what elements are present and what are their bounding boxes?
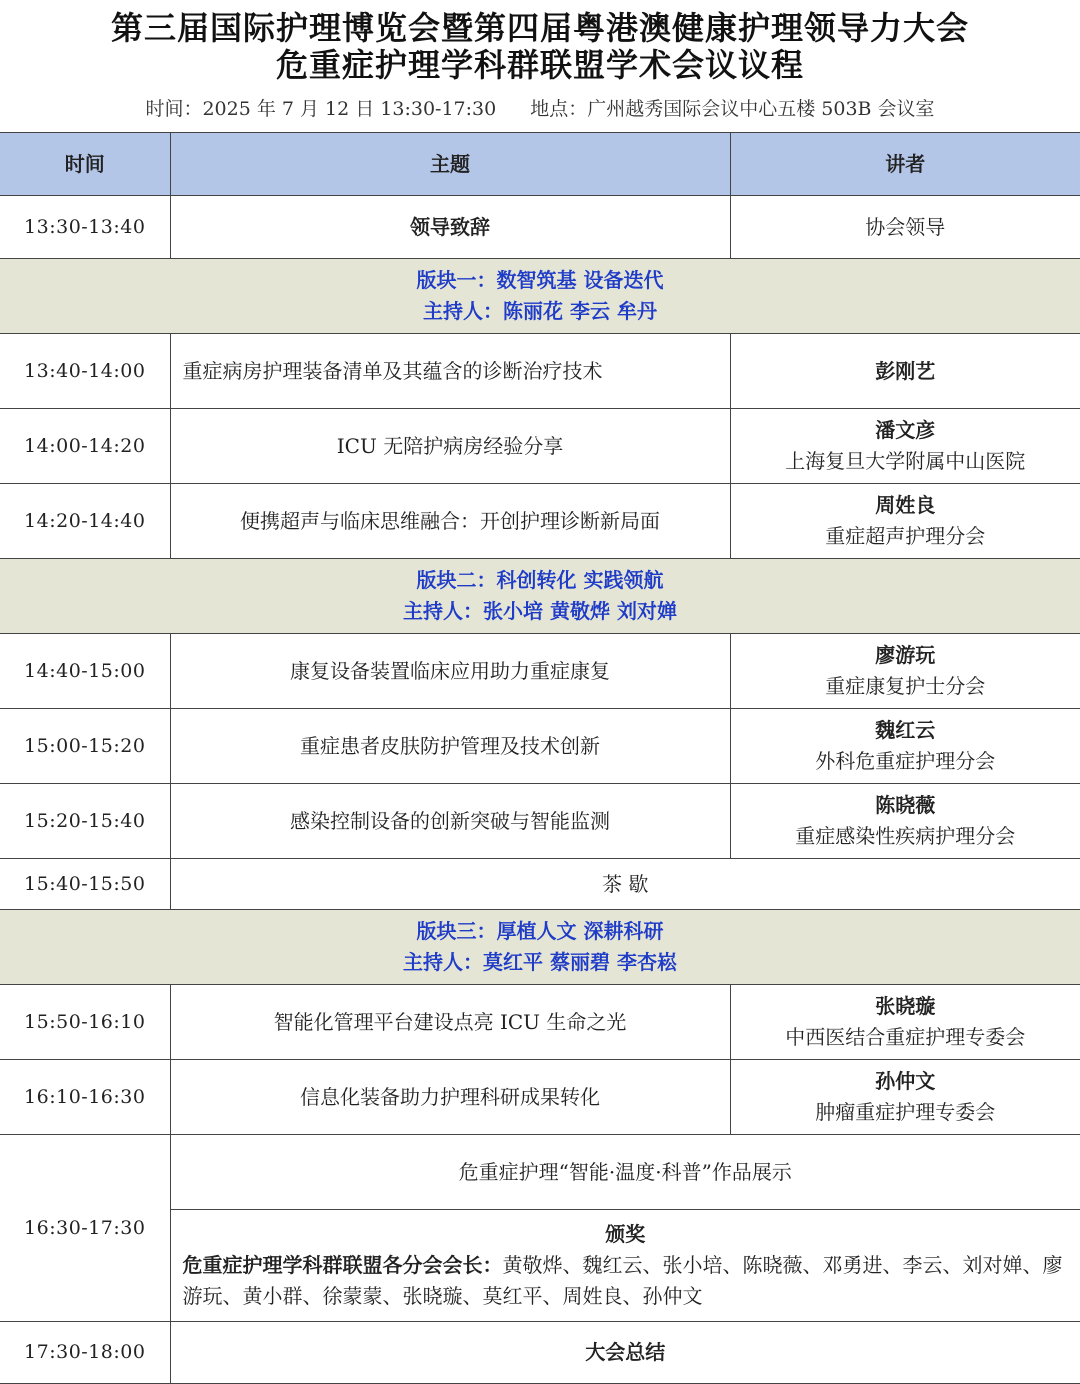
- column-header-speaker: 讲者: [730, 133, 1080, 196]
- speaker-name: 孙仲文: [731, 1066, 1080, 1097]
- speaker-org: 重症超声护理分会: [731, 521, 1080, 552]
- row-topic: 重症病房护理装备清单及其蕴含的诊断治疗技术: [170, 334, 730, 409]
- event-location: 地点：广州越秀国际会议中心五楼 503B 会议室: [530, 98, 934, 120]
- section-heading: [0, 910, 1080, 985]
- table-row: [0, 859, 1080, 910]
- speaker-name: 周姓良: [731, 490, 1080, 521]
- speaker-org: 肿瘤重症护理专委会: [731, 1097, 1080, 1128]
- row-speaker: [730, 784, 1080, 859]
- row-topic: 重症患者皮肤防护管理及技术创新: [170, 709, 730, 784]
- row-topic: 便携超声与临床思维融合：开创护理诊断新局面: [170, 484, 730, 559]
- section-heading: [0, 259, 1080, 334]
- award-cell: [170, 1210, 1080, 1322]
- tea-break-label: 茶 歇: [170, 859, 1080, 910]
- table-row: [0, 1322, 1080, 1384]
- award-lead: 危重症护理学科群联盟各分会会长：: [183, 1253, 503, 1277]
- column-header-topic: 主题: [170, 133, 730, 196]
- award-recipients: [171, 1250, 1080, 1312]
- row-time: 15:00-15:20: [0, 709, 170, 784]
- speaker-org: 重症感染性疾病护理分会: [731, 821, 1080, 852]
- table-row: [0, 634, 1080, 709]
- page-subtitle: 危重症护理学科群联盟学术会议议程: [0, 46, 1080, 83]
- row-topic: ICU 无陪护病房经验分享: [170, 409, 730, 484]
- speaker-org: 上海复旦大学附属中山医院: [731, 446, 1080, 477]
- table-row: [0, 334, 1080, 409]
- speaker-name: 魏红云: [731, 715, 1080, 746]
- event-time: 时间：2025 年 7 月 12 日 13:30-17:30: [145, 98, 496, 120]
- event-meta: [0, 94, 1080, 121]
- page-title: 第三届国际护理博览会暨第四届粤港澳健康护理领导力大会: [0, 0, 1080, 46]
- row-topic: 康复设备装置临床应用助力重症康复: [170, 634, 730, 709]
- speaker-org: 重症康复护士分会: [731, 671, 1080, 702]
- row-topic: 智能化管理平台建设点亮 ICU 生命之光: [170, 985, 730, 1060]
- section-row: [0, 559, 1080, 634]
- row-speaker: [730, 634, 1080, 709]
- row-time: 13:30-13:40: [0, 196, 170, 259]
- row-speaker: [730, 1060, 1080, 1135]
- row-time: 17:30-18:00: [0, 1322, 170, 1384]
- section-hosts: 主持人：莫红平 蔡丽碧 李杏崧: [0, 947, 1080, 978]
- section-title: 版块一：数智筑基 设备迭代: [0, 265, 1080, 296]
- agenda-header: [0, 0, 1080, 132]
- row-time: 15:20-15:40: [0, 784, 170, 859]
- row-time: 13:40-14:00: [0, 334, 170, 409]
- row-time: 16:10-16:30: [0, 1060, 170, 1135]
- speaker-name: 潘文彦: [731, 415, 1080, 446]
- closing-topic: 大会总结: [170, 1322, 1080, 1384]
- row-speaker: [730, 409, 1080, 484]
- table-row: [0, 409, 1080, 484]
- table-row: [0, 985, 1080, 1060]
- section-row: [0, 910, 1080, 985]
- row-speaker: [730, 985, 1080, 1060]
- table-row: [0, 1060, 1080, 1135]
- row-topic: 领导致辞: [170, 196, 730, 259]
- row-speaker: [730, 484, 1080, 559]
- table-row: [0, 484, 1080, 559]
- section-hosts: 主持人：张小培 黄敬烨 刘对婵: [0, 596, 1080, 627]
- row-time: 16:30-17:30: [0, 1135, 170, 1322]
- speaker-name: 彭刚艺: [731, 356, 1080, 387]
- speaker-name: 陈晓薇: [731, 790, 1080, 821]
- table-row: [0, 1135, 1080, 1210]
- row-time: 14:40-15:00: [0, 634, 170, 709]
- row-topic: 信息化装备助力护理科研成果转化: [170, 1060, 730, 1135]
- row-speaker: [730, 334, 1080, 409]
- section-title: 版块三：厚植人文 深耕科研: [0, 916, 1080, 947]
- column-header-time: 时间: [0, 133, 170, 196]
- section-row: [0, 259, 1080, 334]
- row-speaker: [730, 709, 1080, 784]
- section-heading: [0, 559, 1080, 634]
- section-hosts: 主持人：陈丽花 李云 牟丹: [0, 296, 1080, 327]
- speaker-name: 张晓璇: [731, 991, 1080, 1022]
- table-row: [0, 784, 1080, 859]
- speaker-org: 中西医结合重症护理专委会: [731, 1022, 1080, 1053]
- table-header-row: [0, 133, 1080, 196]
- table-row: [0, 196, 1080, 259]
- row-time: 15:50-16:10: [0, 985, 170, 1060]
- row-speaker: 协会领导: [730, 196, 1080, 259]
- section-title: 版块二：科创转化 实践领航: [0, 565, 1080, 596]
- speaker-name: 廖游玩: [731, 640, 1080, 671]
- speaker-org: 外科危重症护理分会: [731, 746, 1080, 777]
- award-names: 黄敬烨、魏红云、张小培、陈晓薇、邓勇进、李云、刘对婵、廖游玩、黄小群、徐蒙蒙、张晓璇、莫红平、周姓良、孙仲文: [183, 1253, 1063, 1308]
- row-time: 15:40-15:50: [0, 859, 170, 910]
- row-time: 14:00-14:20: [0, 409, 170, 484]
- showcase-topic: 危重症护理“智能·温度·科普”作品展示: [170, 1135, 1080, 1210]
- table-row: [0, 709, 1080, 784]
- award-title: 颁奖: [171, 1219, 1080, 1250]
- agenda-table: [0, 132, 1080, 1384]
- row-time: 14:20-14:40: [0, 484, 170, 559]
- row-topic: 感染控制设备的创新突破与智能监测: [170, 784, 730, 859]
